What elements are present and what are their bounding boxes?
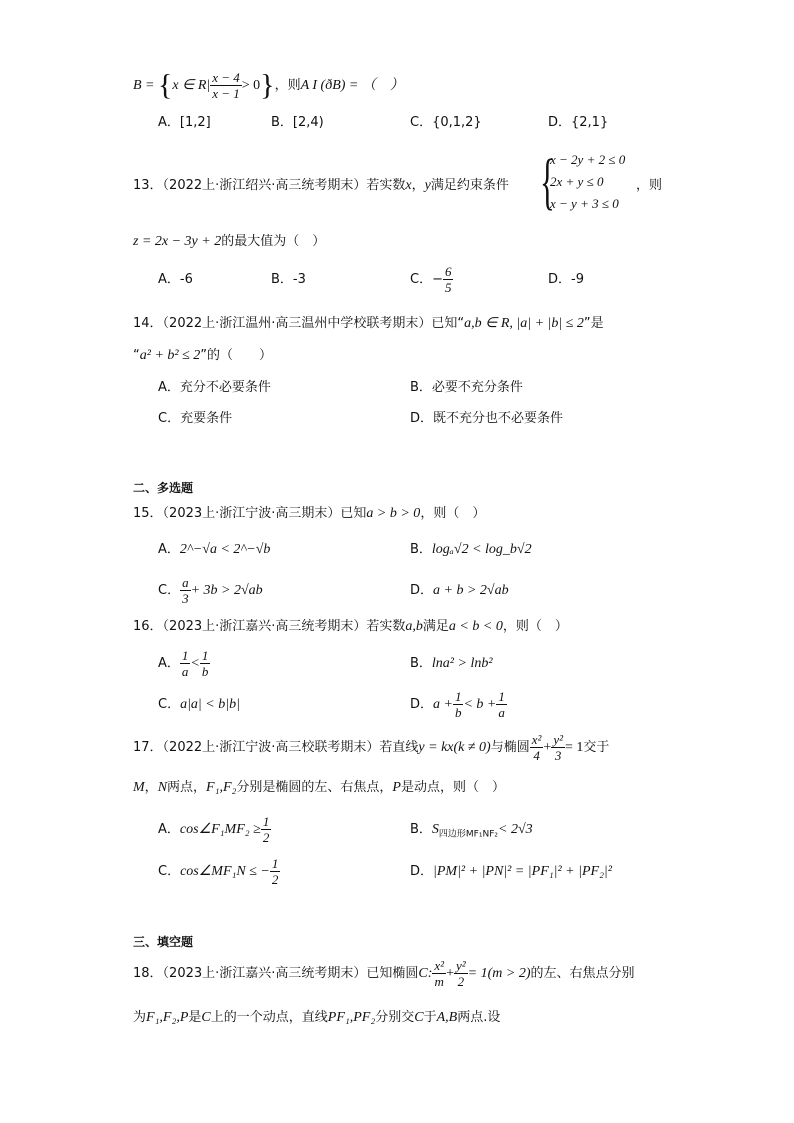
q13-option-a: A．-6 [158,272,193,287]
q16-option-c: C．a|a| < b|b| [158,697,240,712]
q17-option-b: B．$S_{四边形MF_1NF_2}< 2√3$ [410,822,533,840]
q13-stem: 13．（2022上·浙江绍兴·高三统考期末）若实数x，y满足约束条件 [133,178,509,193]
q16-stem: 16．（2023上·浙江嘉兴·高三统考期末）若实数a,b满足a < b < 0，则（ ） [133,619,568,634]
q14-option-c: C．充要条件 [158,411,233,426]
q13-option-c: C．− $\frac{6}{5}$ [410,264,452,295]
q13-option-d: D．-9 [548,272,584,287]
q13-option-b: B．-3 [271,272,306,287]
q12-fraction: $\frac{x - 4}{x - 1}$ [212,70,240,101]
q13-constraint-system: { x − 2y + 2 ≤ 0 2x + y ≤ 0 x − y + 3 ≤ 0 [540,148,626,216]
q18-stem: 18．（2023上·浙江嘉兴·高三统考期末）已知椭圆C: $\frac{\text{x²}}{m}$ + $\frac{\text{y²}}{2}$ = 1(m > 2)的左、右焦点分别 [133,958,635,989]
q17-option-c: C．cos∠MF₁N ≤ − $\frac{1}{2}$ [158,856,279,887]
q16-option-a: A． $\frac{1}{a}$ < $\frac{1}{b}$ [158,648,209,679]
q14-option-d: D．既不充分也不必要条件 [410,411,564,426]
q13-stem-line2: z = 2x − 3y + 2的最大值为（ ） [133,234,326,249]
q15-option-a: A．2^−√a < 2^−√b [158,542,271,557]
q15-option-d: D．a + b > 2√ab [410,583,509,598]
q14-stem-line2: “a² + b² ≤ 2”的（ ） [133,348,273,363]
q15-stem: 15．（2023上·浙江宁波·高三期末）已知a > b > 0，则（ ） [133,506,486,521]
q16-option-b: B．lna² > lnb² [410,656,493,671]
q12-option-b: B．[2,4) [271,115,324,130]
q12-option-a: A．[1,2] [158,115,211,130]
q17-stem: 17．（2022上·浙江宁波·高三校联考期末）若直线y = kx(k ≠ 0)与椭圆 $\frac{\text{x²}}{4}$ + $\frac{\text{y²}}{3}$ = 1交于 [133,732,610,763]
q15-option-c: C． $\frac{a}{3}$ + 3b > 2√ab [158,575,263,606]
q18-stem-line2: 为F₁,F₂,P是C上的一个动点，直线PF₁,PF₂分别交C于A,B两点.设 [133,1010,501,1025]
q15-option-b: B．logₐ√2 < log_b√2 [410,542,532,557]
section-heading-fill-in: 三、填空题 [133,935,194,949]
q17-option-d: D．|PM|² + |PN|² = |PF₁|² + |PF₂|² [410,864,612,879]
q14-option-b: B．必要不充分条件 [410,380,523,395]
q16-option-d: D．a + $\frac{1}{b}$ < b + $\frac{1}{a}$ [410,689,505,720]
q12-option-c: C．{0,1,2} [410,115,482,130]
q12-stem: B = {x ∈ R| $\frac{x - 4}{x - 1}$ > 0}，则A I (ðB) = （ ） [133,68,404,102]
q17-stem-line2: M，N两点，F₁,F₂分别是椭圆的左、右焦点，P是动点，则（ ） [133,780,505,795]
q14-stem: 14．（2022上·浙江温州·高三温州中学校联考期末）已知“a,b ∈ R, |a| + |b| ≤ 2”是 [133,316,604,331]
section-heading-multiple-choice: 二、多选题 [133,481,194,495]
q14-option-a: A．充分不必要条件 [158,380,271,395]
q13-then: ，则 [636,178,663,193]
q12-option-d: D．{2,1} [548,115,609,130]
q17-option-a: A．cos∠F₁MF₂ ≥ $\frac{1}{2}$ [158,814,270,845]
